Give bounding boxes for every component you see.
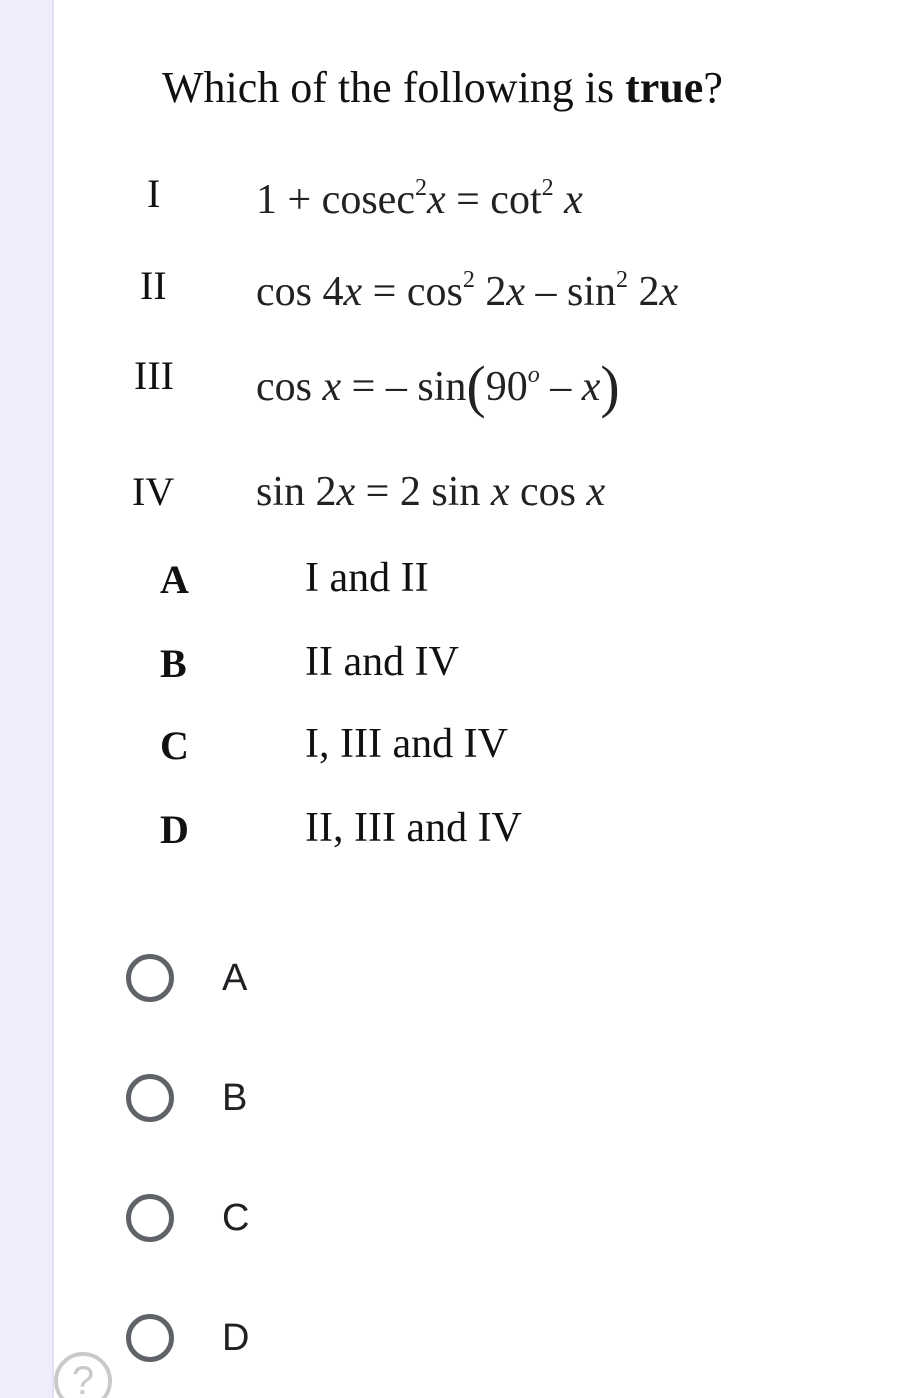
statement-number: IV (132, 469, 175, 514)
statement-equation: $1 + cosec^2x = \cot^2 x$ (256, 175, 583, 223)
radio-button[interactable] (126, 1074, 174, 1122)
option-letter: A (160, 557, 189, 602)
choice-label: D (222, 1316, 250, 1359)
choice-label: C (222, 1196, 250, 1239)
option-text: II, III and IV (305, 805, 522, 851)
choice-a[interactable] (126, 948, 247, 1008)
option-letter: D (160, 807, 189, 852)
option-text: II and IV (305, 639, 459, 685)
choice-b[interactable] (126, 1068, 247, 1128)
option-letter: C (160, 723, 189, 768)
radio-button[interactable] (126, 1314, 174, 1362)
statement-equation: sin 2x = 2 sin x cos x (256, 469, 606, 515)
option-text: I and II (305, 555, 429, 601)
choice-label: B (222, 1076, 248, 1119)
question-mark-icon[interactable]: ? (54, 1352, 112, 1398)
option-letter: B (160, 641, 187, 686)
choice-c[interactable] (126, 1188, 249, 1248)
choice-d[interactable] (126, 1308, 249, 1368)
side-panel (0, 0, 52, 1398)
statement-number: III (134, 353, 174, 398)
radio-button[interactable] (126, 954, 174, 1002)
question-title: Which of the following is true? (162, 63, 723, 112)
statement-equation: $\cos 4x = \cos^2 2x - \sin^2 2x$ (256, 267, 679, 315)
radio-button[interactable] (126, 1194, 174, 1242)
choice-label: A (222, 956, 248, 999)
option-text: I, III and IV (305, 721, 508, 767)
statement-number: I (147, 171, 161, 216)
statement-equation: cos x = – sin(90$^o$ – x) (256, 354, 620, 419)
statement-number: II (140, 263, 167, 308)
